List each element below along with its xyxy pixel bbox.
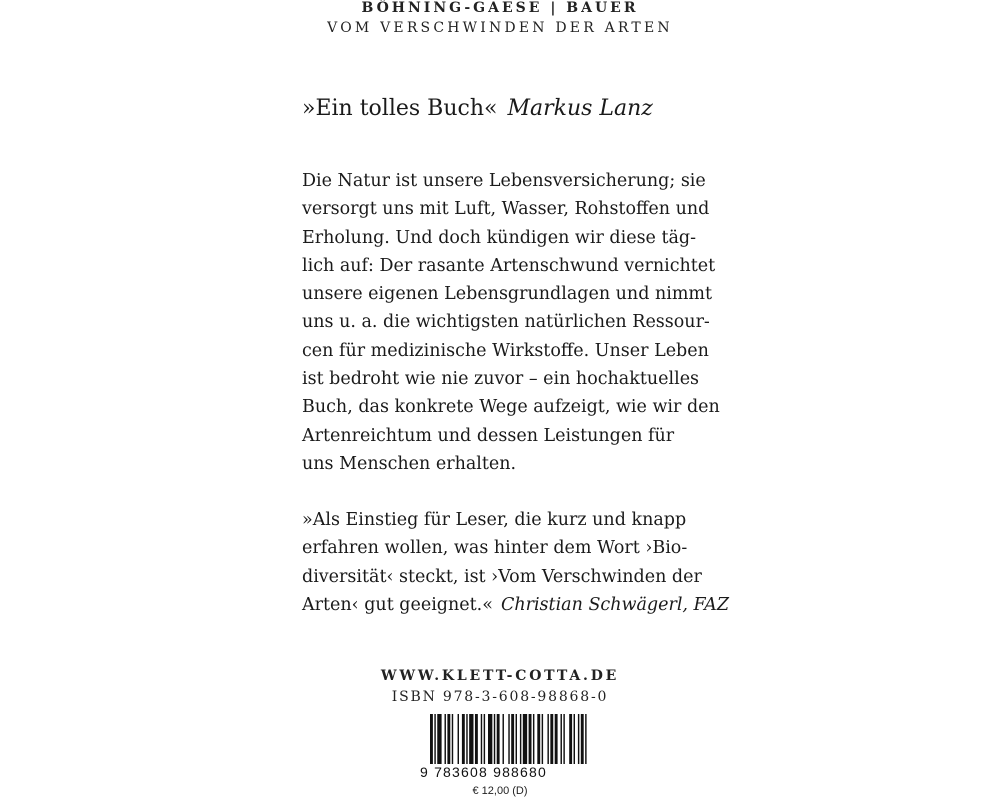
press-quote xyxy=(302,506,729,619)
description-line: uns u. a. die wichtigsten natürlichen Ressour- xyxy=(302,312,710,333)
press-quote-line: diversität‹ steckt, ist ›Vom Verschwinden der xyxy=(302,566,702,587)
description-line: Artenreichtum und dessen Leistungen für xyxy=(302,425,675,446)
press-quote-line: erfahren wollen, was hinter dem Wort ›Bio- xyxy=(302,538,688,559)
description-line: cen für medizinische Wirkstoffe. Unser Leben xyxy=(302,340,709,361)
press-quote-line: Arten‹ gut geeignet.« xyxy=(302,594,493,615)
barcode-digits: 9 783608 988680 xyxy=(420,764,547,780)
description-line: lich auf: Der rasante Artenschwund vernichtet xyxy=(302,255,716,276)
description-line: unsere eigenen Lebensgrundlagen und nimmt xyxy=(302,284,713,305)
publisher-website: WWW.KLETT-COTTA.DE xyxy=(380,668,620,684)
description-line: ist bedroht wie nie zuvor – ein hochaktuelles xyxy=(302,369,700,390)
blurb-quote-author: Markus Lanz xyxy=(507,96,653,121)
barcode-icon xyxy=(418,714,588,764)
press-quote-last-line xyxy=(302,591,729,619)
description-line: Buch, das konkrete Wege aufzeigt, wie wir den xyxy=(302,397,720,418)
description-line: Erholung. Und doch kündigen wir diese täg- xyxy=(302,227,697,248)
price-label: € 12,00 (D) xyxy=(472,785,528,797)
blurb-quote xyxy=(302,96,653,121)
blurb-quote-text: »Ein tolles Buch« xyxy=(302,96,498,121)
description-line: uns Menschen erhalten. xyxy=(302,453,517,474)
press-quote-attribution: Christian Schwägerl, FAZ xyxy=(500,594,729,615)
description-line: versorgt uns mit Luft, Wasser, Rohstoffen und xyxy=(302,199,710,220)
authors-heading: BÖHNING-GAESE | BAUER xyxy=(361,0,639,16)
press-quote-line: »Als Einstieg für Leser, die kurz und knapp xyxy=(302,510,687,530)
book-title: VOM VERSCHWINDEN DER ARTEN xyxy=(327,20,673,36)
isbn-number: ISBN 978-3-608-98868-0 xyxy=(391,689,609,705)
description-line: Die Natur ist unsere Lebensversicherung; sie xyxy=(302,171,706,191)
book-description xyxy=(302,167,720,478)
